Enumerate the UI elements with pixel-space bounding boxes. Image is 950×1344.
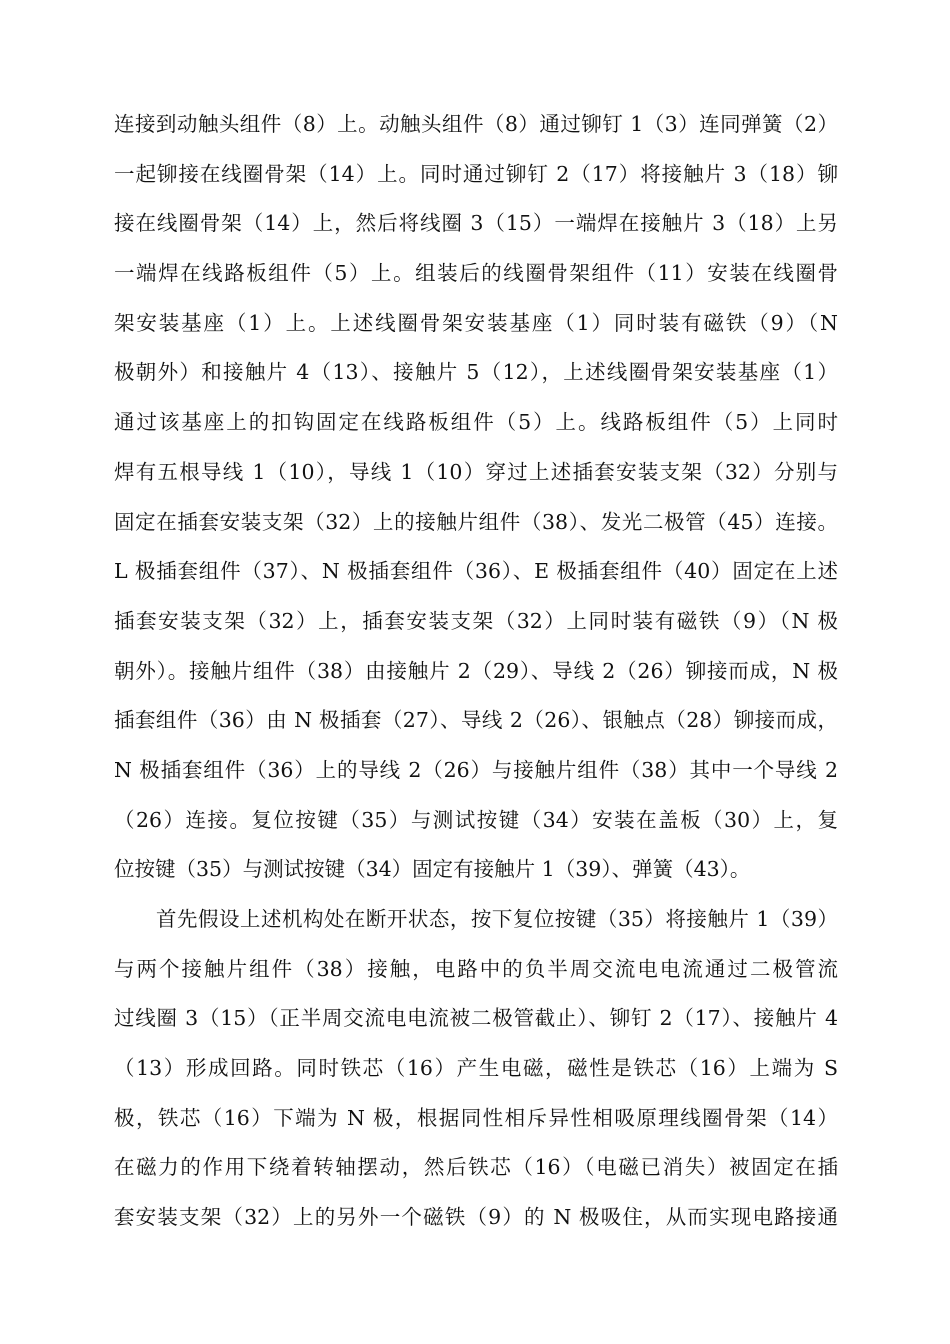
- text-line: 插套组件（36）由 N 极插套（27）、导线 2（26）、银触点（28）铆接而成，: [114, 708, 838, 733]
- text-line: 插套安装支架（32）上，插套安装支架（32）上同时装有磁铁（9）（N 极: [114, 608, 838, 633]
- text-line: 套安装支架（32）上的另外一个磁铁（9）的 N 极吸住，从而实现电路接通: [114, 1205, 838, 1230]
- text-line: 焊有五根导线 1（10），导线 1（10）穿过上述插套安装支架（32）分别与: [114, 459, 838, 484]
- text-line: 接在线圈骨架（14）上，然后将线圈 3（15）一端焊在接触片 3（18）上另: [114, 211, 838, 236]
- text-line: （13）形成回路。同时铁芯（16）产生电磁，磁性是铁芯（16）上端为 S: [114, 1056, 838, 1081]
- text-line: 首先假设上述机构处在断开状态，按下复位按键（35）将接触片 1（39）: [156, 907, 838, 931]
- text-line: 过线圈 3（15）（正半周交流电电流被二极管截止）、铆钉 2（17）、接触片 4: [114, 1006, 838, 1031]
- text-line: N 极插套组件（36）上的导线 2（26）与接触片组件（38）其中一个导线 2: [114, 757, 838, 782]
- text-line: 极，铁芯（16）下端为 N 极，根据同性相斥异性相吸原理线圈骨架（14）: [114, 1105, 838, 1130]
- text-line: 位按键（35）与测试按键（34）固定有接触片 1（39）、弹簧（43）。: [114, 857, 751, 882]
- text-line: 极朝外）和接触片 4（13）、接触片 5（12），上述线圈骨架安装基座（1）: [114, 360, 838, 385]
- text-line: 连接到动触头组件（8）上。动触头组件（8）通过铆钉 1（3）连同弹簧（2）: [114, 112, 838, 136]
- text-line: （26）连接。复位按键（35）与测试按键（34）安装在盖板（30）上，复: [114, 807, 838, 832]
- text-line: 通过该基座上的扣钩固定在线路板组件（5）上。线路板组件（5）上同时: [114, 410, 838, 435]
- text-line: 固定在插套安装支架（32）上的接触片组件（38）、发光二极管（45）连接。: [114, 509, 838, 534]
- text-line: 架安装基座（1）上。上述线圈骨架安装基座（1）同时装有磁铁（9）（N: [114, 310, 838, 335]
- text-line: 与两个接触片组件（38）接触，电路中的负半周交流电电流通过二极管流: [114, 956, 838, 981]
- text-line: 朝外）。接触片组件（38）由接触片 2（29）、导线 2（26）铆接而成，N 极: [114, 658, 838, 683]
- text-line: 在磁力的作用下绕着转轴摆动，然后铁芯（16）（电磁已消失）被固定在插: [114, 1155, 838, 1180]
- text-line: L 极插套组件（37）、N 极插套组件（36）、E 极插套组件（40）固定在上述: [114, 559, 838, 584]
- text-line: 一端焊在线路板组件（5）上。组装后的线圈骨架组件（11）安装在线圈骨: [114, 261, 838, 286]
- text-line: 一起铆接在线圈骨架（14）上。同时通过铆钉 2（17）将接触片 3（18）铆: [114, 161, 838, 186]
- document-body: [114, 100, 838, 1243]
